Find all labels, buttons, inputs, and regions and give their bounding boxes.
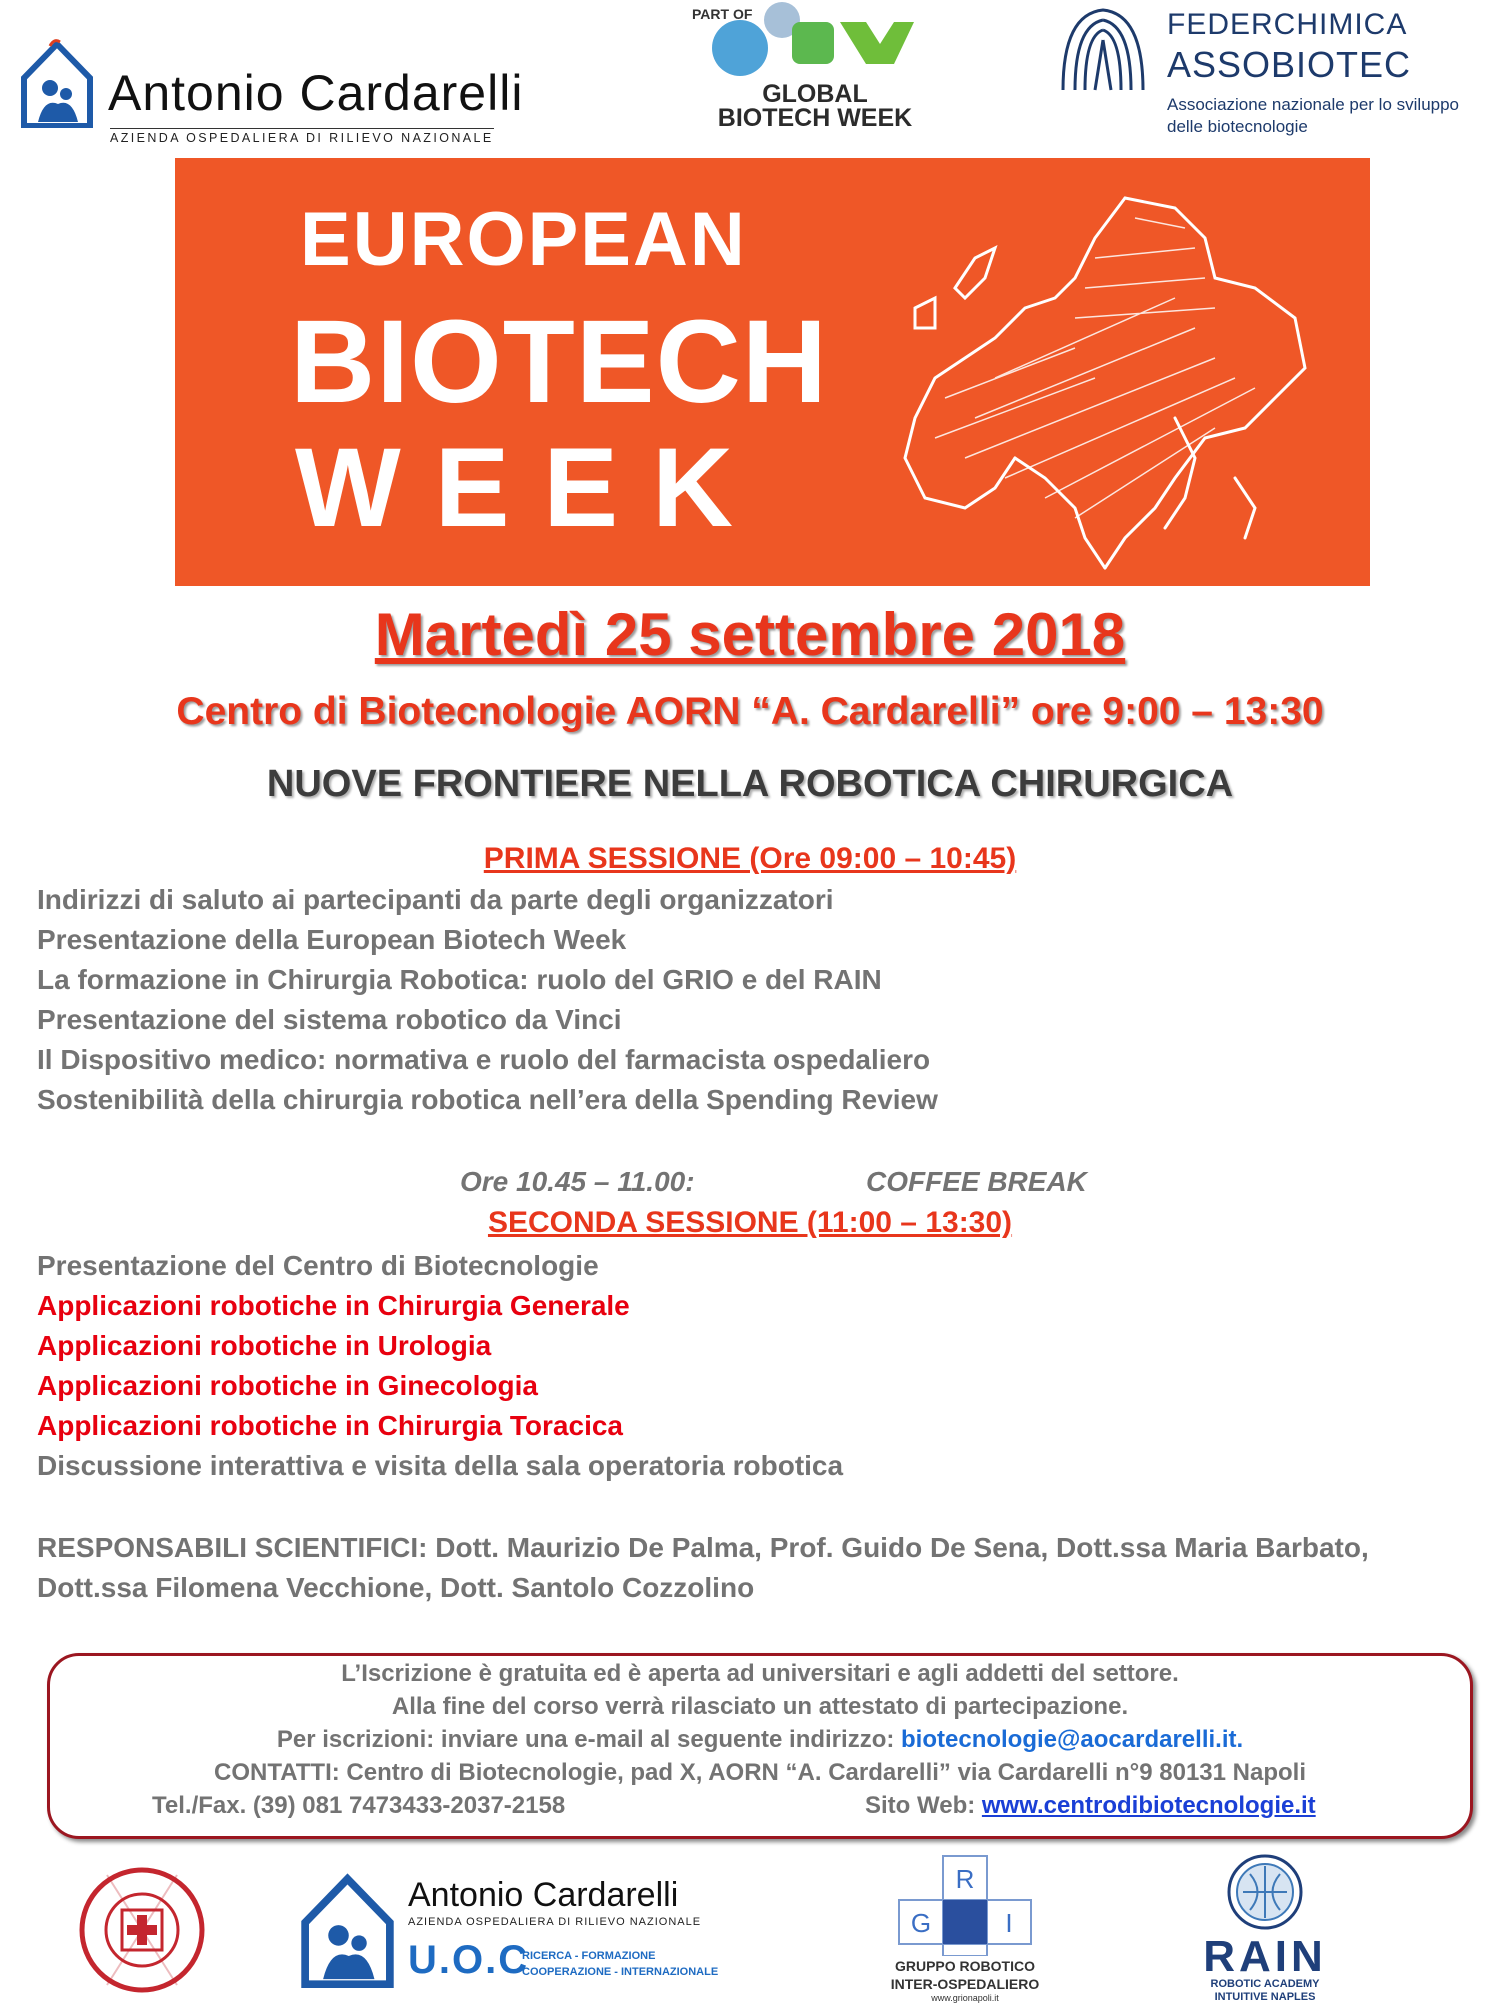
- agenda-item: Discussione interattiva e visita della sala operatoria robotica: [37, 1450, 844, 1481]
- info-email-line: [50, 1726, 1470, 1754]
- info-contacts: CONTATTI: Centro di Biotecnologie, pad X, AORN “A. Cardarelli” via Cardarelli n°9 80131 Napoli: [213, 1759, 1307, 1786]
- email-link[interactable]: biotecnologie@aocardarelli.it.: [901, 1726, 1244, 1753]
- uoc-sub1: RICERCA - FORMAZIONE: [522, 1950, 656, 1962]
- federchimica-logo: [1055, 0, 1495, 140]
- grio-logo: [870, 1852, 1060, 2003]
- scientific-responsibles: [37, 1528, 1477, 1608]
- global-biotech-week-logo: [690, 0, 920, 150]
- info-tel: Tel./Fax. (39) 081 7473433-2037-2158: [152, 1792, 566, 1819]
- session1-heading: PRIMA SESSIONE (Ore 09:00 – 10:45): [483, 842, 1017, 875]
- website-link[interactable]: www.centrodibiotecnologie.it: [981, 1792, 1316, 1819]
- registration-info-box: [47, 1653, 1473, 1839]
- agenda-item: Applicazioni robotiche in Urologia: [37, 1330, 492, 1361]
- svg-text:R: R: [955, 1864, 975, 1894]
- uoc-cardarelli-logo: [300, 1858, 730, 1998]
- federchimica-name: FEDERCHIMICA: [1167, 8, 1408, 41]
- grio-line1: GRUPPO ROBOTICO: [894, 1958, 1035, 1974]
- hospital-house-icon: [300, 1870, 395, 1988]
- agenda-item: Presentazione del sistema robotico da Vinci: [37, 1004, 622, 1035]
- banner-line-biotech: BIOTECH: [290, 296, 828, 428]
- agenda-item: Sostenibilità della chirurgia robotica nell’era della Spending Review: [37, 1084, 938, 1115]
- web-prefix: Sito Web:: [865, 1792, 982, 1819]
- cardarelli-name: Antonio Cardarelli: [108, 65, 524, 121]
- coffee-break-time: Ore 10.45 – 11.00:: [460, 1166, 695, 1197]
- grio-url: www.grionapoli.it: [931, 1993, 999, 2003]
- shell-icon: [1055, 4, 1151, 94]
- rain-sub1: ROBOTIC ACADEMY: [1210, 1978, 1320, 1990]
- rain-word: RAIN: [1203, 1932, 1327, 1981]
- agenda-item: Presentazione del Centro di Biotecnologie: [37, 1250, 599, 1281]
- assobiotec-description: Associazione nazionale per lo sviluppo delle biotecnologie: [1167, 95, 1460, 136]
- rain-logo: [1180, 1852, 1350, 2003]
- svg-text:I: I: [1005, 1908, 1013, 1938]
- event-topic: NUOVE FRONTIERE NELLA ROBOTICA CHIRURGICA: [266, 763, 1234, 805]
- uoc-cardarelli-name: Antonio Cardarelli: [408, 1876, 679, 1914]
- info-email-prefix: Per iscrizioni: inviare una e-mail al seguente indirizzo:: [276, 1726, 902, 1753]
- uoc-sub2: COOPERAZIONE - INTERNAZIONALE: [522, 1966, 719, 1978]
- agenda-item: Applicazioni robotiche in Chirurgia Toracica: [37, 1410, 624, 1441]
- agenda-item: Presentazione della European Biotech Week: [37, 924, 627, 955]
- cardarelli-logo: [20, 30, 560, 145]
- svg-text:G: G: [910, 1908, 932, 1938]
- info-certificate: Alla fine del corso verrà rilasciato un attestato di partecipazione.: [391, 1693, 1129, 1720]
- grio-cross-icon: [870, 1852, 1060, 1956]
- info-web: [865, 1792, 1316, 1820]
- agenda-item: Applicazioni robotiche in Chirurgia Generale: [37, 1290, 630, 1321]
- session2-heading: SECONDA SESSIONE (11:00 – 13:30): [487, 1206, 1013, 1239]
- event-venue: Centro di Biotecnologie AORN “A. Cardarelli” ore 9:00 – 13:30: [176, 690, 1324, 733]
- agenda-item: La formazione in Chirurgia Robotica: ruolo del GRIO e del RAIN: [37, 964, 882, 995]
- hospital-house-icon: [20, 38, 94, 128]
- cardarelli-subtitle: AZIENDA OSPEDALIERA DI RILIEVO NAZIONALE: [110, 128, 494, 145]
- event-date-title: Martedì 25 settembre 2018: [374, 601, 1126, 668]
- assobiotec-name: ASSOBIOTEC: [1167, 44, 1412, 85]
- banner-line-european: EUROPEAN: [300, 197, 747, 282]
- session2-agenda: [37, 1246, 843, 1486]
- rain-sub2: INTUITIVE NAPLES: [1214, 1991, 1316, 2003]
- charitas-seal-icon: [75, 1865, 210, 1995]
- responsibles-line: Dott.ssa Filomena Vecchione, Dott. Santolo Cozzolino: [37, 1572, 755, 1603]
- uoc-subtitle: AZIENDA OSPEDALIERA DI RILIEVO NAZIONALE: [408, 1916, 702, 1928]
- europe-map-icon: [875, 178, 1345, 578]
- session1-agenda: [37, 880, 938, 1120]
- gbw-part-of: PART OF: [692, 6, 753, 22]
- coffee-break-label: COFFEE BREAK: [866, 1166, 1087, 1197]
- agenda-item: Indirizzi di saluto ai partecipanti da parte degli organizzatori: [37, 884, 834, 915]
- gbw-title: GLOBAL BIOTECH WEEK: [717, 80, 913, 132]
- agenda-item: Il Dispositivo medico: normativa e ruolo del farmacista ospedaliero: [37, 1044, 931, 1075]
- agenda-item: Applicazioni robotiche in Ginecologia: [37, 1370, 538, 1401]
- uoc-title: U.O.C: [408, 1938, 530, 1982]
- charitas-sapientia-logo: [75, 1865, 210, 1995]
- info-registration: L’Iscrizione è gratuita ed è aperta ad universitari e agli addetti del settore.: [341, 1660, 1179, 1687]
- grio-line2: INTER-OSPEDALIERO: [890, 1976, 1040, 1992]
- responsibles-line: RESPONSABILI SCIENTIFICI: Dott. Maurizio De Palma, Prof. Guido De Sena, Dott.ssa Maria Barbato,: [37, 1532, 1369, 1563]
- european-biotech-week-banner: [175, 158, 1370, 586]
- banner-line-week: WEEK: [295, 425, 767, 550]
- rain-globe-icon: [1180, 1852, 1350, 1932]
